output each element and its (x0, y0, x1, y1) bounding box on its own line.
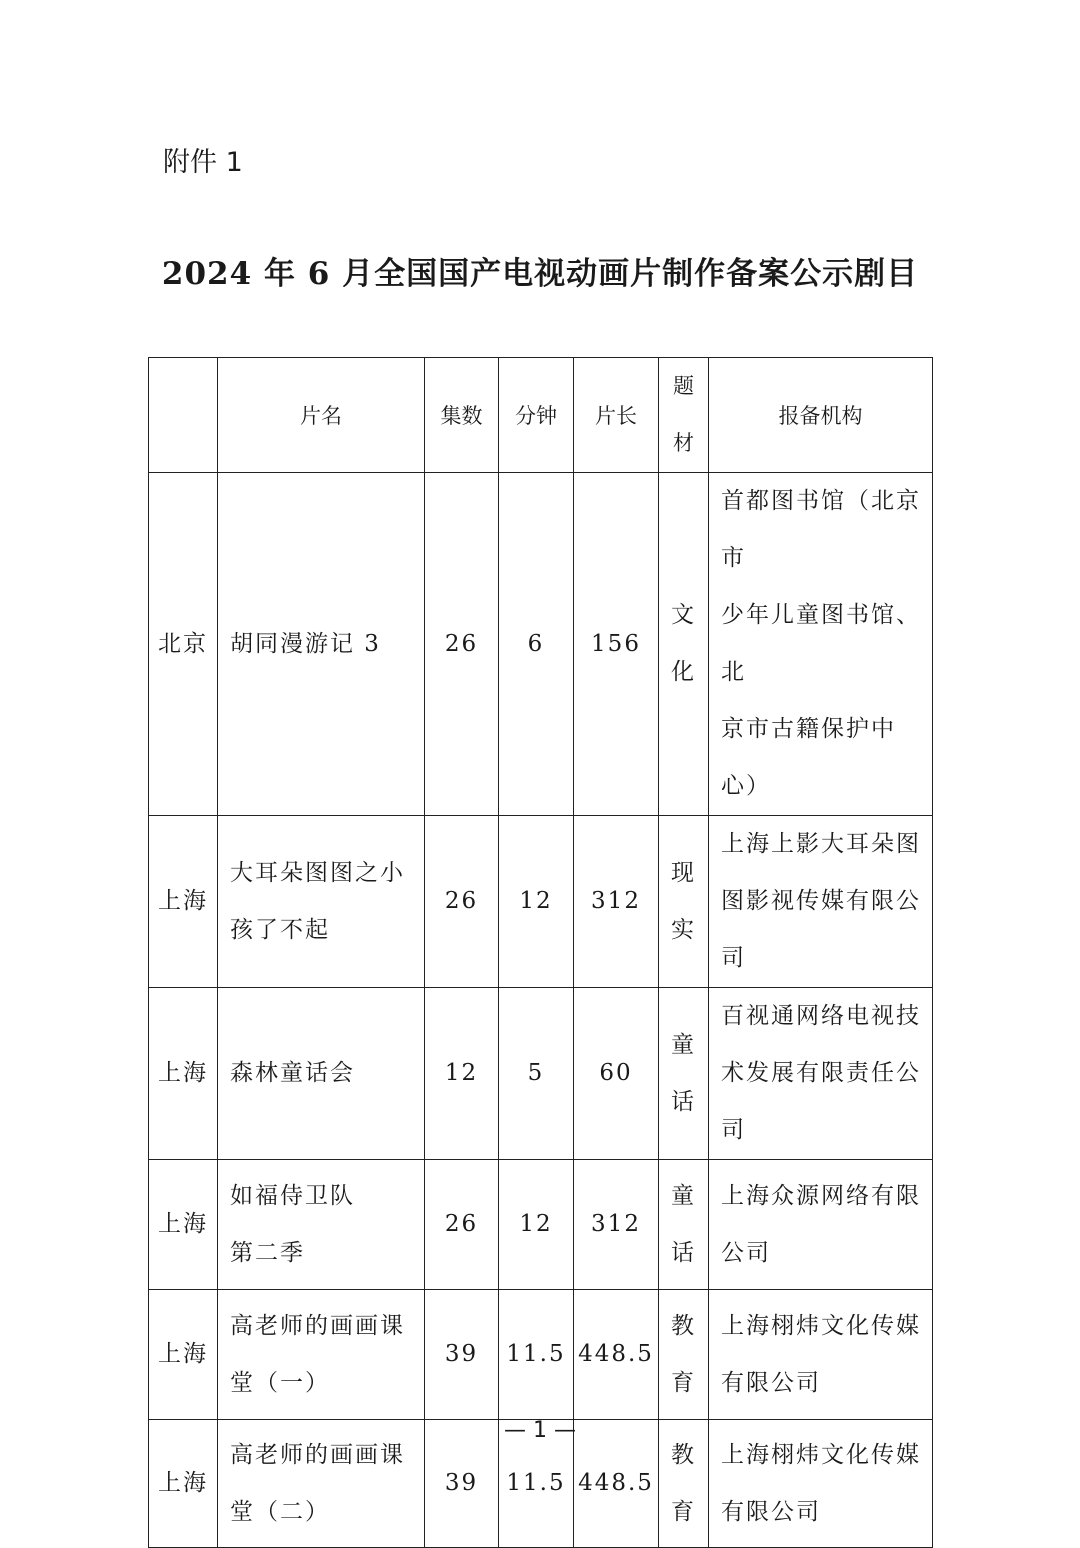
region-cell: 上海 (149, 988, 218, 1160)
org-cell-line: 上海上影大耳朵图 (721, 831, 921, 857)
name-cell-line: 森林童话会 (230, 1060, 355, 1086)
region-cell: 北京 (149, 473, 218, 816)
org-cell-line: 图影视传媒有限公 (721, 888, 921, 914)
name-cell-line: 高老师的画画课 (230, 1312, 405, 1339)
episodes-cell: 39 (425, 1290, 499, 1420)
genre-cell-line: 育 (671, 1369, 696, 1396)
genre-cell (659, 473, 709, 816)
region-cell: 上海 (149, 816, 218, 988)
name-cell (218, 816, 425, 988)
header-row (149, 358, 933, 473)
genre-cell-line: 现 (671, 859, 696, 886)
name-cell-line: 孩了不起 (230, 916, 330, 943)
header-region (149, 358, 218, 473)
name-cell-line: 高老师的画画课 (230, 1441, 405, 1468)
episodes-cell: 26 (425, 1160, 499, 1290)
org-cell-line: 上海栩炜文化传媒 (721, 1312, 921, 1339)
episodes-cell: 26 (425, 473, 499, 816)
org-cell-line: 公司 (721, 1239, 771, 1266)
region-cell: 上海 (149, 1160, 218, 1290)
name-cell-line: 如福侍卫队 (230, 1182, 355, 1209)
org-cell-line: 上海众源网络有限 (721, 1182, 921, 1209)
name-cell-line: 第二季 (230, 1239, 305, 1266)
table-row (149, 473, 933, 816)
genre-cell-line: 实 (671, 916, 696, 943)
org-cell-line: 有限公司 (721, 1498, 821, 1525)
length-cell: 312 (574, 816, 659, 988)
length-cell: 448.5 (574, 1290, 659, 1420)
org-cell-line: 司 (721, 1117, 746, 1143)
org-cell-line: 少年儿童图书馆、北 (721, 602, 921, 685)
header-name: 片名 (218, 358, 425, 473)
org-cell (709, 816, 933, 988)
table-row (149, 1290, 933, 1420)
org-cell-line: 京市古籍保护中心） (721, 716, 896, 799)
genre-cell (659, 988, 709, 1160)
table-row (149, 1160, 933, 1290)
org-cell (709, 988, 933, 1160)
episodes-cell: 26 (425, 816, 499, 988)
minutes-cell: 6 (499, 473, 574, 816)
minutes-cell: 5 (499, 988, 574, 1160)
document-title: 2024 年 6 月全国国产电视动画片制作备案公示剧目 (161, 256, 919, 292)
minutes-cell: 11.5 (499, 1290, 574, 1420)
genre-cell-line: 教 (671, 1441, 696, 1468)
org-cell (709, 1160, 933, 1290)
org-cell-line: 司 (721, 945, 746, 971)
minutes-cell: 11.5 (499, 1420, 574, 1548)
filing-table (148, 357, 933, 1548)
page-number: — 1 — (504, 1418, 576, 1443)
org-cell-line: 百视通网络电视技 (721, 1003, 921, 1029)
name-cell-line: 大耳朵图图之小 (230, 859, 405, 886)
genre-cell (659, 816, 709, 988)
region-cell: 上海 (149, 1420, 218, 1548)
name-cell (218, 473, 425, 816)
genre-cell-line: 育 (671, 1498, 696, 1525)
name-cell (218, 1290, 425, 1420)
name-cell (218, 1160, 425, 1290)
header-episodes: 集数 (425, 358, 499, 473)
episodes-cell: 12 (425, 988, 499, 1160)
name-cell-line: 胡同漫游记 3 (230, 630, 381, 657)
genre-cell (659, 1290, 709, 1420)
attachment-label: 附件 1 (163, 147, 243, 178)
minutes-cell: 12 (499, 816, 574, 988)
length-cell: 60 (574, 988, 659, 1160)
header-genre-char: 题 (673, 374, 694, 398)
org-cell-line: 上海栩炜文化传媒 (721, 1441, 921, 1468)
header-length: 片长 (574, 358, 659, 473)
header-genre (659, 358, 709, 473)
genre-cell-line: 话 (671, 1088, 696, 1115)
genre-cell-line: 化 (671, 659, 696, 685)
header-genre-char: 材 (673, 431, 694, 455)
table-row (149, 988, 933, 1160)
length-cell: 448.5 (574, 1420, 659, 1548)
genre-cell (659, 1160, 709, 1290)
genre-cell-line: 文 (671, 602, 696, 628)
genre-cell-line: 教 (671, 1312, 696, 1339)
table-row (149, 816, 933, 988)
org-cell-line: 首都图书馆（北京市 (721, 488, 921, 571)
genre-cell-line: 童 (671, 1182, 696, 1209)
length-cell: 156 (574, 473, 659, 816)
region-cell: 上海 (149, 1290, 218, 1420)
org-cell (709, 473, 933, 816)
episodes-cell: 39 (425, 1420, 499, 1548)
header-org: 报备机构 (709, 358, 933, 473)
name-cell-line: 堂（一） (230, 1369, 330, 1396)
genre-cell-line: 童 (671, 1031, 696, 1058)
org-cell-line: 术发展有限责任公 (721, 1060, 921, 1086)
minutes-cell: 12 (499, 1160, 574, 1290)
header-minutes: 分钟 (499, 358, 574, 473)
length-cell: 312 (574, 1160, 659, 1290)
name-cell-line: 堂（二） (230, 1498, 330, 1525)
name-cell (218, 988, 425, 1160)
org-cell (709, 1290, 933, 1420)
org-cell-line: 有限公司 (721, 1369, 821, 1396)
genre-cell-line: 话 (671, 1239, 696, 1266)
